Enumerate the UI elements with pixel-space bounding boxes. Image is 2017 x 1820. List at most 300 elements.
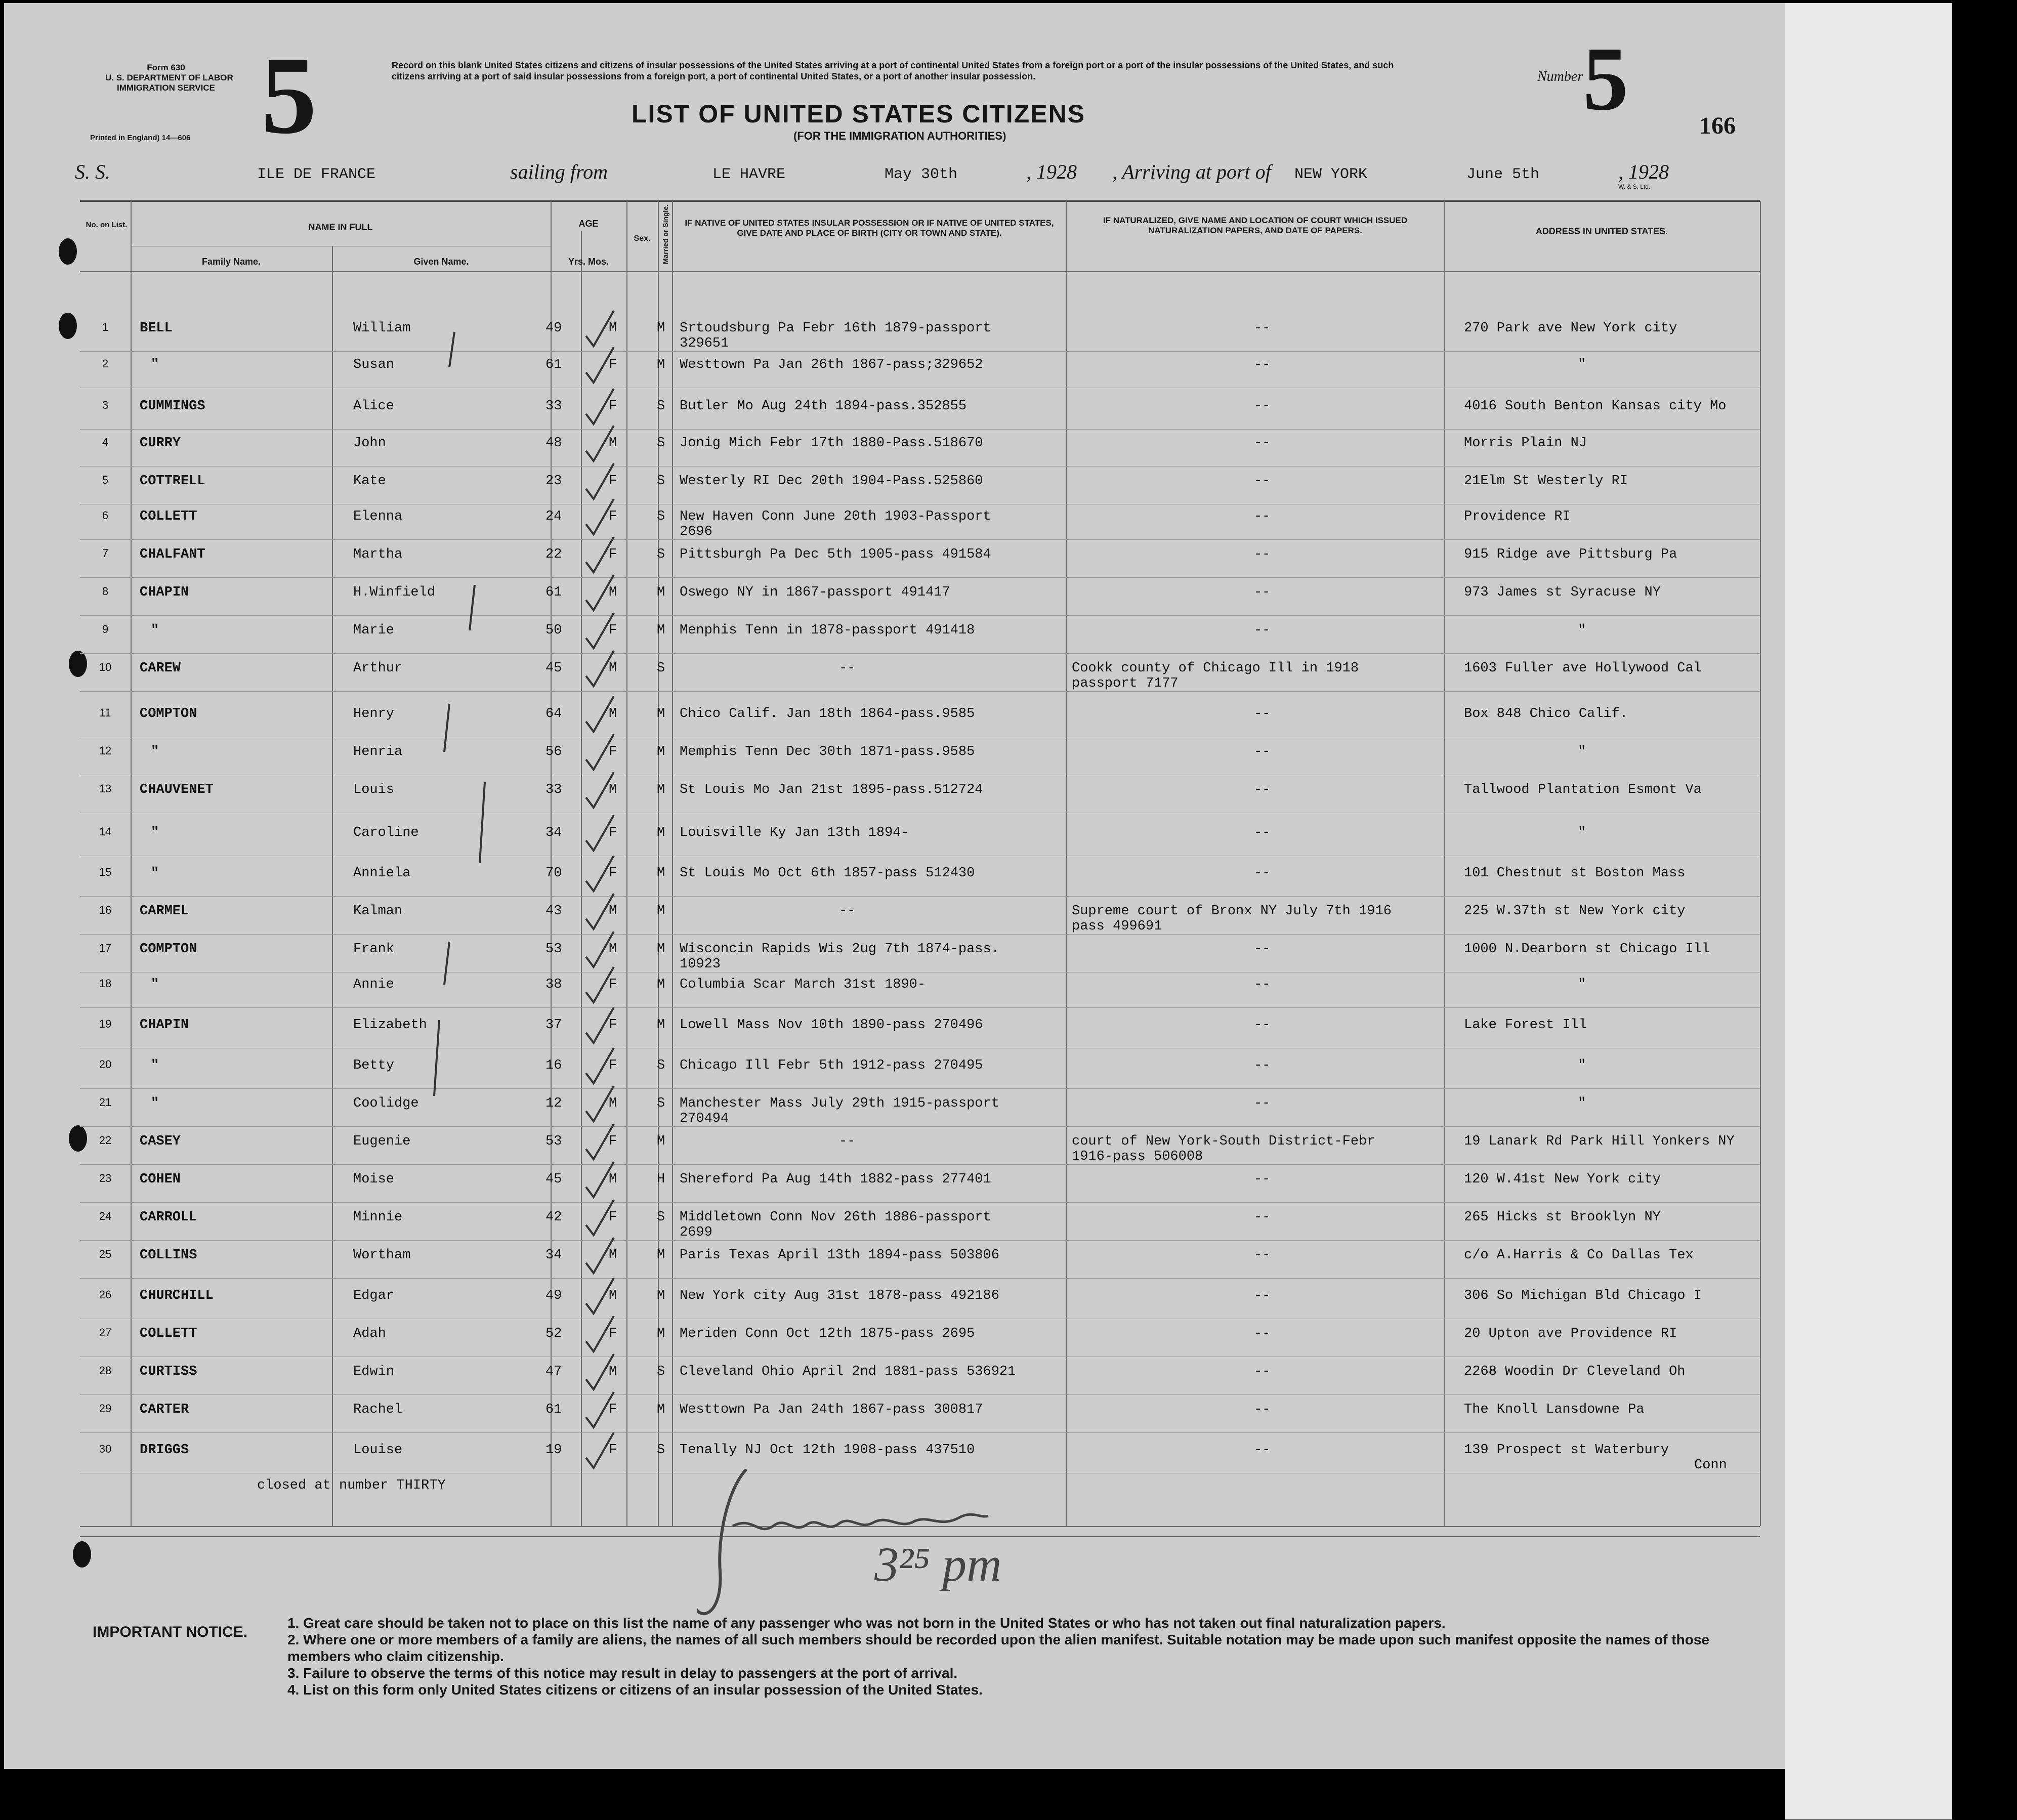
row-age: 33 <box>545 399 562 414</box>
row-nat: Cookk county of Chicago Ill in 1918 <box>1072 661 1359 676</box>
row-addr2: Conn <box>1694 1458 1727 1473</box>
col-header-sex: Sex. <box>634 234 651 243</box>
binder-hole <box>59 238 77 265</box>
row-birth: Memphis Tenn Dec 30th 1871-pass.9585 <box>680 744 975 759</box>
row-ms: M <box>657 1288 665 1303</box>
ship-name: ILE DE FRANCE <box>257 166 376 183</box>
row-family: CHAUVENET <box>140 782 214 797</box>
row-sex: M <box>609 661 617 676</box>
row-sex: F <box>609 977 617 992</box>
row-nat: -- <box>1254 1058 1271 1073</box>
row-birth: Westtown Pa Jan 26th 1867-pass;329652 <box>680 357 983 372</box>
notice-item: 2. Where one or more members of a family are aliens, the names of all such members should be recorded upon the alien manifest. Suitable notation may be made upon such manifest opposite the names of those members who claim citizenship. <box>287 1632 1709 1664</box>
row-family: COHEN <box>140 1172 181 1187</box>
row-given: Moise <box>353 1172 395 1187</box>
row-ms: S <box>657 547 665 562</box>
row-birth2: 270494 <box>680 1111 729 1126</box>
row-family: CHALFANT <box>140 547 205 562</box>
row-addr: 225 W.37th st New York city <box>1464 904 1686 919</box>
row-age: 50 <box>545 623 562 638</box>
row-addr: 306 So Michigan Bld Chicago I <box>1464 1288 1702 1303</box>
row-birth: Shereford Pa Aug 14th 1882-pass 277401 <box>680 1172 991 1187</box>
row-sex: F <box>609 1402 617 1417</box>
row-addr: 270 Park ave New York city <box>1464 321 1677 336</box>
row-nat: -- <box>1254 866 1271 881</box>
row-no: 25 <box>99 1248 112 1260</box>
row-sex: F <box>609 825 617 840</box>
row-rule <box>80 896 1760 897</box>
row-given: Wortham <box>353 1248 411 1263</box>
row-addr: 139 Prospect st Waterbury <box>1464 1443 1669 1458</box>
row-given: Henria <box>353 744 403 759</box>
binder-hole <box>59 313 77 339</box>
row-birth: Westerly RI Dec 20th 1904-Pass.525860 <box>680 474 983 489</box>
row-sex: F <box>609 744 617 759</box>
row-sex: F <box>609 623 617 638</box>
row-addr: 19 Lanark Rd Park Hill Yonkers NY <box>1464 1134 1735 1149</box>
row-age: 45 <box>545 1172 562 1187</box>
row-addr: 265 Hicks st Brooklyn NY <box>1464 1210 1661 1225</box>
row-addr: c/o A.Harris & Co Dallas Tex <box>1464 1248 1694 1263</box>
row-ms: S <box>657 1364 665 1379</box>
row-no: 10 <box>99 661 112 673</box>
form-title: LIST OF UNITED STATES CITIZENS <box>632 100 1086 128</box>
page-number: 166 <box>1699 112 1736 139</box>
row-sex: M <box>609 321 617 336</box>
family-bracket <box>470 585 475 630</box>
row-age: 48 <box>545 436 562 451</box>
row-birth: Cleveland Ohio April 2nd 1881-pass 536921 <box>680 1364 1016 1379</box>
notice-heading: IMPORTANT NOTICE. <box>93 1624 248 1640</box>
row-no: 16 <box>99 904 112 916</box>
col-header-married: Married or Single. <box>661 204 669 265</box>
row-addr: Morris Plain NJ <box>1464 436 1587 451</box>
row-sex: F <box>609 1210 617 1225</box>
row-sex: F <box>609 866 617 881</box>
family-bracket <box>434 1020 439 1096</box>
row-sex: M <box>609 942 617 957</box>
arrival-year: , 1928 <box>1618 160 1669 183</box>
sailing-from-label: sailing from <box>510 160 608 183</box>
row-no: 15 <box>99 866 112 878</box>
row-age: 49 <box>545 1288 562 1303</box>
row-sex: F <box>609 509 617 524</box>
row-ms: M <box>657 942 665 957</box>
row-given: Marie <box>353 623 395 638</box>
row-given: Annie <box>353 977 395 992</box>
row-age: 47 <box>545 1364 562 1379</box>
row-family: COTTRELL <box>140 474 205 489</box>
service-name: IMMIGRATION SERVICE <box>117 83 215 93</box>
row-sex: F <box>609 1326 617 1341</box>
row-age: 61 <box>545 1402 562 1417</box>
row-age: 61 <box>545 585 562 600</box>
row-given: Edgar <box>353 1288 395 1303</box>
row-no: 27 <box>99 1326 112 1339</box>
row-given: Susan <box>353 357 395 372</box>
row-addr: Lake Forest Ill <box>1464 1018 1587 1033</box>
row-addr: 2268 Woodin Dr Cleveland Oh <box>1464 1364 1686 1379</box>
row-family: " <box>151 1096 159 1111</box>
row-given: Anniela <box>353 866 411 881</box>
col-rule <box>672 201 673 1526</box>
row-addr: " <box>1578 825 1586 840</box>
row-ms: S <box>657 399 665 414</box>
row-family: BELL <box>140 321 173 336</box>
row-given: John <box>353 436 386 451</box>
row-ms: S <box>657 509 665 524</box>
row-sex: M <box>609 1248 617 1263</box>
row-no: 7 <box>102 547 109 560</box>
row-nat: -- <box>1254 547 1271 562</box>
col-header-address: ADDRESS IN UNITED STATES. <box>1535 226 1668 236</box>
row-sex: F <box>609 357 617 372</box>
row-age: 34 <box>545 1248 562 1263</box>
form-number: Form 630 <box>147 63 185 72</box>
row-sex: F <box>609 1018 617 1033</box>
row-ms: H <box>657 1172 665 1187</box>
arriving-label: , Arriving at port of <box>1112 160 1271 183</box>
number-value: 5 <box>1583 28 1628 129</box>
row-no: 17 <box>99 942 112 954</box>
row-no: 3 <box>102 399 109 411</box>
form-header <box>105 63 233 93</box>
row-ms: M <box>657 782 665 797</box>
binder-hole <box>69 1125 87 1152</box>
row-no: 4 <box>102 436 109 448</box>
row-birth2: 2699 <box>680 1225 712 1240</box>
departure-port: LE HAVRE <box>712 166 786 183</box>
row-given: Minnie <box>353 1210 403 1225</box>
col-header-birth: IF NATIVE OF UNITED STATES INSULAR POSSESSION OR IF NATIVE OF UNITED STATES, GIVE DATE AND PLACE OF BIRTH (CITY OR TOWN AND STATE). <box>685 218 1054 238</box>
row-addr: 20 Upton ave Providence RI <box>1464 1326 1677 1341</box>
row-age: 61 <box>545 357 562 372</box>
row-addr: 120 W.41st New York city <box>1464 1172 1661 1187</box>
family-bracket <box>444 942 449 985</box>
row-rule <box>80 1126 1760 1127</box>
col-header-given: Given Name. <box>413 257 469 267</box>
row-birth: St Louis Mo Jan 21st 1895-pass.512724 <box>680 782 983 797</box>
row-nat: -- <box>1254 357 1271 372</box>
big-list-number: 5 <box>261 33 317 157</box>
row-given: Louise <box>353 1443 403 1458</box>
row-sex: M <box>609 1288 617 1303</box>
row-birth: St Louis Mo Oct 6th 1857-pass 512430 <box>680 866 975 881</box>
department-name: U. S. DEPARTMENT OF LABOR <box>105 73 233 82</box>
form-subtitle: (FOR THE IMMIGRATION AUTHORITIES) <box>793 130 1006 142</box>
row-age: 12 <box>545 1096 562 1111</box>
row-no: 13 <box>99 782 112 795</box>
row-family: CASEY <box>140 1134 181 1149</box>
row-age: 45 <box>545 661 562 676</box>
row-given: Arthur <box>353 661 403 676</box>
row-family: COMPTON <box>140 942 197 957</box>
row-given: Alice <box>353 399 395 414</box>
row-age: 23 <box>545 474 562 489</box>
row-rule <box>80 1164 1760 1165</box>
ss-label: S. S. <box>75 160 110 183</box>
row-rule <box>80 577 1760 578</box>
row-ms: S <box>657 436 665 451</box>
row-sex: M <box>609 706 617 722</box>
row-given: Henry <box>353 706 395 722</box>
row-nat: -- <box>1254 942 1271 957</box>
row-birth: New Haven Conn June 20th 1903-Passport <box>680 509 991 524</box>
row-ms: S <box>657 474 665 489</box>
row-no: 12 <box>99 744 112 757</box>
row-family: " <box>151 866 159 881</box>
row-birth: Srtoudsburg Pa Febr 16th 1879-passport <box>680 321 991 336</box>
binder-hole <box>73 1541 91 1568</box>
row-nat: -- <box>1254 782 1271 797</box>
col-header-number: No. on List. <box>86 221 128 229</box>
row-family: CURRY <box>140 436 181 451</box>
row-no: 11 <box>99 706 111 719</box>
row-ms: M <box>657 1248 665 1263</box>
row-sex: M <box>609 782 617 797</box>
row-no: 30 <box>99 1443 112 1455</box>
col-header-naturalized: IF NATURALIZED, GIVE NAME AND LOCATION OF COURT WHICH ISSUED NATURALIZATION PAPERS, AND DATE OF PAPERS. <box>1103 216 1408 235</box>
row-nat: -- <box>1254 585 1271 600</box>
row-rule <box>80 351 1760 352</box>
row-birth: Meriden Conn Oct 12th 1875-pass 2695 <box>680 1326 975 1341</box>
row-sex: F <box>609 1443 617 1458</box>
family-bracket <box>444 704 449 752</box>
row-given: Louis <box>353 782 395 797</box>
row-birth: Louisville Ky Jan 13th 1894- <box>680 825 909 840</box>
closing-note: closed at number THIRTY <box>257 1478 446 1493</box>
row-no: 22 <box>99 1134 112 1147</box>
row-given: Elizabeth <box>353 1018 427 1033</box>
row-ms: M <box>657 357 665 372</box>
binder-hole <box>69 651 87 677</box>
row-age: 43 <box>545 904 562 919</box>
row-age: 19 <box>545 1443 562 1458</box>
row-ms: S <box>657 661 665 676</box>
row-birth: Tenally NJ Oct 12th 1908-pass 437510 <box>680 1443 975 1458</box>
row-rule <box>80 1088 1760 1089</box>
row-nat: -- <box>1254 744 1271 759</box>
row-rule <box>80 615 1760 616</box>
row-nat: -- <box>1254 1364 1271 1379</box>
family-bracket <box>480 782 485 863</box>
row-given: Martha <box>353 547 403 562</box>
row-age: 53 <box>545 942 562 957</box>
row-birth: New York city Aug 31st 1878-pass 492186 <box>680 1288 999 1303</box>
departure-date: May 30th <box>885 166 958 183</box>
row-given: Betty <box>353 1058 395 1073</box>
row-ms: M <box>657 866 665 881</box>
row-nat2: pass 499691 <box>1072 919 1162 934</box>
row-birth: Paris Texas April 13th 1894-pass 503806 <box>680 1248 999 1263</box>
row-family: CARROLL <box>140 1210 197 1225</box>
row-addr: 21Elm St Westerly RI <box>1464 474 1628 489</box>
col-rule <box>1444 201 1445 1526</box>
row-addr: " <box>1578 1058 1586 1073</box>
row-nat2: 1916-pass 506008 <box>1072 1149 1203 1164</box>
row-addr: " <box>1578 977 1586 992</box>
row-sex: M <box>609 1364 617 1379</box>
row-family: " <box>151 744 159 759</box>
row-age: 16 <box>545 1058 562 1073</box>
row-sex: F <box>609 399 617 414</box>
row-given: Coolidge <box>353 1096 419 1111</box>
row-nat: -- <box>1254 977 1271 992</box>
row-ms: S <box>657 1443 665 1458</box>
row-sex: F <box>609 1134 617 1149</box>
printed-note: Printed in England) 14—606 <box>90 134 191 142</box>
row-family: CURTISS <box>140 1364 197 1379</box>
row-no: 20 <box>99 1058 112 1071</box>
row-age: 56 <box>545 744 562 759</box>
row-rule <box>80 539 1760 540</box>
row-ms: M <box>657 1402 665 1417</box>
row-family: CUMMINGS <box>140 399 205 414</box>
row-nat: -- <box>1254 1443 1271 1458</box>
row-ms: M <box>657 977 665 992</box>
row-age: 33 <box>545 782 562 797</box>
row-rule <box>80 1202 1760 1203</box>
row-birth2: 10923 <box>680 957 721 972</box>
row-rule <box>80 429 1760 430</box>
adjacent-page <box>1785 3 1952 1819</box>
notice-item: 1. Great care should be taken not to place on this list the name of any passenger who was not born in the United States or who has not taken out final naturalization papers. <box>287 1615 1446 1631</box>
row-rule <box>80 653 1760 654</box>
row-ms: M <box>657 1326 665 1341</box>
row-nat: -- <box>1254 1210 1271 1225</box>
row-no: 28 <box>99 1364 112 1377</box>
row-rule <box>80 691 1760 692</box>
row-birth: Jonig Mich Febr 17th 1880-Pass.518670 <box>680 436 983 451</box>
row-age: 70 <box>545 866 562 881</box>
col-rule <box>1066 201 1067 1526</box>
row-rule <box>80 934 1760 935</box>
row-birth: Pittsburgh Pa Dec 5th 1905-pass 491584 <box>680 547 991 562</box>
row-ms: M <box>657 744 665 759</box>
row-nat: -- <box>1254 1402 1271 1417</box>
notice-item: 3. Failure to observe the terms of this notice may result in delay to passengers at the port of arrival. <box>287 1665 958 1681</box>
row-family: " <box>151 623 159 638</box>
departure-year: , 1928 <box>1026 160 1077 183</box>
row-ms: M <box>657 706 665 722</box>
row-birth: Oswego NY in 1867-passport 491417 <box>680 585 950 600</box>
row-birth: -- <box>839 904 856 919</box>
row-sex: M <box>609 1172 617 1187</box>
row-family: CARTER <box>140 1402 189 1417</box>
row-nat: -- <box>1254 1096 1271 1111</box>
row-no: 8 <box>102 585 109 598</box>
row-given: H.Winfield <box>353 585 436 600</box>
row-no: 26 <box>99 1288 112 1301</box>
row-nat: -- <box>1254 825 1271 840</box>
row-age: 64 <box>545 706 562 722</box>
row-family: COLLETT <box>140 1326 197 1341</box>
family-bracket <box>449 332 454 367</box>
row-birth: Chico Calif. Jan 18th 1864-pass.9585 <box>680 706 975 722</box>
row-sex: M <box>609 904 617 919</box>
row-addr: 915 Ridge ave Pittsburg Pa <box>1464 547 1677 562</box>
manifest-sheet <box>4 3 1785 1769</box>
table-top-rule <box>80 200 1760 202</box>
row-ms: S <box>657 1096 665 1111</box>
row-birth: Menphis Tenn in 1878-passport 491418 <box>680 623 975 638</box>
row-ms: M <box>657 825 665 840</box>
row-ms: M <box>657 904 665 919</box>
row-no: 1 <box>102 321 109 333</box>
row-rule <box>80 1007 1760 1008</box>
row-ms: S <box>657 1210 665 1225</box>
row-addr: 973 James st Syracuse NY <box>1464 585 1661 600</box>
row-nat: -- <box>1254 1248 1271 1263</box>
row-family: COLLETT <box>140 509 197 524</box>
row-no: 6 <box>102 509 109 522</box>
row-birth2: 329651 <box>680 336 729 351</box>
row-given: Elenna <box>353 509 403 524</box>
row-given: William <box>353 321 411 336</box>
row-family: CARMEL <box>140 904 189 919</box>
row-given: Adah <box>353 1326 386 1341</box>
row-no: 19 <box>99 1018 112 1030</box>
voyage-line <box>4 160 1785 190</box>
row-nat: court of New York-South District-Febr <box>1072 1134 1375 1149</box>
row-nat: Supreme court of Bronx NY July 7th 1916 <box>1072 904 1392 919</box>
row-birth: -- <box>839 661 856 676</box>
row-given: Eugenie <box>353 1134 411 1149</box>
row-age: 53 <box>545 1134 562 1149</box>
row-sex: F <box>609 1058 617 1073</box>
row-addr: Box 848 Chico Calif. <box>1464 706 1628 722</box>
row-addr: The Knoll Lansdowne Pa <box>1464 1402 1645 1417</box>
row-birth: Middletown Conn Nov 26th 1886-passport <box>680 1210 991 1225</box>
row-birth: Chicago Ill Febr 5th 1912-pass 270495 <box>680 1058 983 1073</box>
row-ms: M <box>657 585 665 600</box>
row-ms: M <box>657 321 665 336</box>
arrival-date: June 5th <box>1466 166 1540 183</box>
row-age: 24 <box>545 509 562 524</box>
col-rule <box>581 231 582 1526</box>
row-addr: " <box>1578 1096 1586 1111</box>
col-header-age: AGE <box>578 219 599 229</box>
row-birth: Columbia Scar March 31st 1890- <box>680 977 926 992</box>
row-birth: -- <box>839 1134 856 1149</box>
row-family: CHAPIN <box>140 585 189 600</box>
row-given: Rachel <box>353 1402 403 1417</box>
row-birth: Butler Mo Aug 24th 1894-pass.352855 <box>680 399 967 414</box>
row-ms: M <box>657 623 665 638</box>
row-family: " <box>151 357 159 372</box>
number-label: Number <box>1537 69 1583 84</box>
row-sex: M <box>609 436 617 451</box>
row-given: Kate <box>353 474 386 489</box>
row-given: Frank <box>353 942 395 957</box>
row-nat: -- <box>1254 321 1271 336</box>
row-given: Kalman <box>353 904 403 919</box>
row-no: 14 <box>99 825 112 838</box>
col-rule <box>1760 201 1761 1526</box>
signature-time: 3²⁵ pm <box>874 1537 1002 1591</box>
row-no: 23 <box>99 1172 112 1184</box>
row-addr: " <box>1578 744 1586 759</box>
row-no: 18 <box>99 977 112 990</box>
row-nat: -- <box>1254 1288 1271 1303</box>
row-addr: Providence RI <box>1464 509 1571 524</box>
row-birth: Wisconcin Rapids Wis 2ug 7th 1874-pass. <box>680 942 999 957</box>
row-age: 22 <box>545 547 562 562</box>
row-nat2: passport 7177 <box>1072 676 1179 691</box>
row-ms: S <box>657 1058 665 1073</box>
row-rule <box>80 1432 1760 1433</box>
printer-mark: W. & S. Ltd. <box>1618 183 1651 190</box>
